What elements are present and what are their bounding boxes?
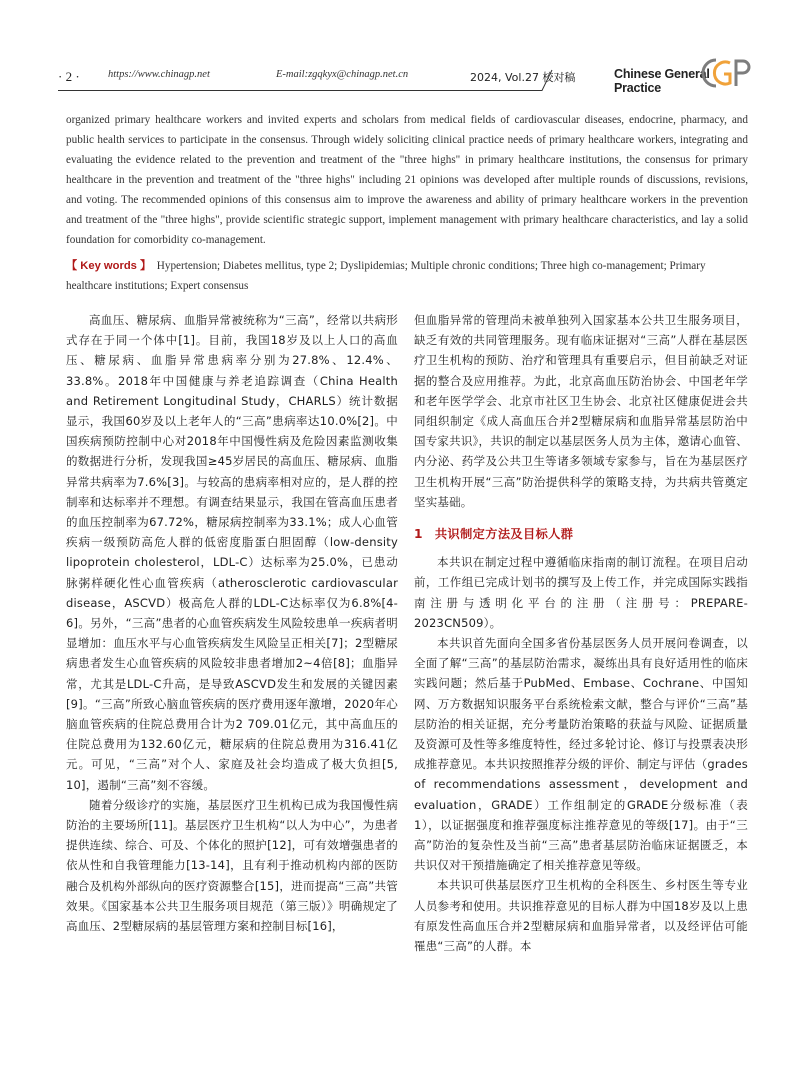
section-heading-1	[414, 524, 748, 544]
right-column	[414, 310, 748, 956]
keywords-label: 【 Key words 】	[66, 260, 152, 272]
keywords-text: Hypertension; Diabetes mellitus, type 2; Dyslipidemias; Multiple chronic conditions; Three high co-management; Primary healthcare institutions; Expert consensus	[66, 260, 706, 292]
issue-info: 2024, Vol.27 校对稿	[470, 71, 576, 84]
cgp-logo-icon	[698, 56, 754, 90]
intro-paragraph-2: 随着分级诊疗的实施，基层医疗卫生机构已成为我国慢性病防治的主要场所[11]。基层医疗卫生机构“以人为中心”，为患者提供连续、综合、可及、个体化的照护[12]，可有效增强患者的依从性和自我管理能力[13-14]，且有利于推动机构内部的医防融合及机构外部纵向的医疗资源整合[15]，进而提高“三高”共管效果。《国家基本公共卫生服务项目规范（第三版）》明确规定了高血压、2型糖尿病的基层管理方案和控制目标[16]，	[66, 797, 398, 934]
header-rule-left	[58, 90, 536, 91]
intro-paragraph-1: 高血压、糖尿病、血脂异常被统称为“三高”，经常以共病形式存在于同一个体中[1]。目前，我国18岁及以上人口的高血压、糖尿病、血脂异常患病率分别为27.8%、12.4%、33.8%。2018年中国健康与养老追踪调查（China Health and Retirement Longitudinal Study，CHARLS）统计数据显示，我国60岁及以上老年人的“三高”患病率达10.0%[2]。中国疾病预防控制中心对2018年中国慢性病及危险因素监测收集的数据进行分析，发现我国≥45岁居民的高血压、糖尿病、血脂异常共病率为7.6%[3]。与较高的患病率相对应的，是人群的控制率和达标率并不理想。有调查结果显示，我国在管高血压患者的血压控制率为67.72%，糖尿病控制率为33.1%；成人心血管疾病一级预防高危人群的低密度脂蛋白胆固醇（low-density lipoprotein cholesterol，LDL-C）达标率为25.0%，已患动脉粥样硬化性心血管疾病（atherosclerotic cardiovascular disease，ASCVD）极高危人群的LDL-C达标率仅为6.8%[4-6]。另外，“三高”患者的心血管疾病发生风险较患单一疾病者明显增加：血压水平与心血管疾病发生风险呈正相关[7]；2型糖尿病患者发生心血管疾病的风险较非患者增加2~4倍[8]；血脂异常，尤其是LDL-C升高，是导致ASCVD发生和发展的关键因素[9]。“三高”所致心脑血管疾病的医疗费用逐年激增，2020年心脑血管疾病的住院总费用合计为2 709.01亿元，其中高血压的住院总费用为132.60亿元，糖尿病的住院总费用为316.41亿元。可见，“三高”对个人、家庭及社会均造成了极大负担[5, 10]，遏制“三高”刻不容缓。	[66, 313, 398, 792]
left-column	[66, 310, 398, 936]
method-paragraph-3: 本共识可供基层医疗卫生机构的全科医生、乡村医生等专业人员参考和使用。共识推荐意见的目标人群为中国18岁及以上患有原发性高血压合并2型糖尿病和血脂异常者，以及经评估可能罹患“三高”的人群。本	[414, 878, 748, 954]
section-title: 共识制定方法及目标人群	[434, 527, 574, 542]
page-header	[58, 58, 748, 94]
journal-url-link[interactable]: https://www.chinagp.net	[108, 69, 210, 80]
header-rule-notch	[534, 68, 554, 92]
keywords-block	[66, 256, 748, 296]
method-paragraph-2: 本共识首先面向全国多省份基层医务人员开展问卷调查，以全面了解“三高”的基层防治需求，凝练出具有良好适用性的临床实践问题；然后基于PubMed、Embase、Cochrane、中国知网、万方数据知识服务平台系统检索文献，整合与评价“三高”基层防治的相关证据，充分考量防治策略的获益与风险、证据质量及资源可及性等多维度特性，经过多轮讨论、修订与投票表决形成推荐意见。本共识按照推荐分级的评价、制定与评估（grades of recommendations assessment，development and evaluation，GRADE）工作组制定的GRADE分级标准（表1），以证据强度和推荐强度标注推荐意见的等级[17]。由于“三高”防治的复杂性及当前“三高”患者基层防治临床证据匮乏，本共识仅对干预措施确定了相关推荐意见等级。	[414, 636, 748, 873]
intro-paragraph-3: 但血脂异常的管理尚未被单独列入国家基本公共卫生服务项目，缺乏有效的共同管理服务。现有临床证据对“三高”人群在基层医疗卫生机构的预防、治疗和管理具有重要启示，但目前缺乏对证据的整合及应用推荐。为此，北京高血压防治协会、中国老年学和老年医学学会、北京市社区卫生协会、北京社区健康促进会共同组织制定《成人高血压合并2型糖尿病和血脂异常基层防治中国专家共识》，共识的制定以基层医务人员为主体，邀请心血管、内分泌、药学及公共卫生等诸多领域专家参与，旨在为基层医疗卫生机构开展“三高”防治提供科学的策略支持，为共病共管奠定坚实基础。	[414, 313, 748, 509]
page-number: · 2 ·	[58, 69, 80, 84]
section-number: 1	[414, 527, 423, 542]
journal-name: Chinese General Practice	[614, 67, 710, 95]
method-paragraph-1: 本共识在制定过程中遵循临床指南的制订流程。在项目启动前，工作组已完成计划书的撰写及上传工作，并完成国际实践指南注册与透明化平台的注册（注册号：PREPARE-2023CN509）。	[414, 555, 748, 630]
journal-email-link[interactable]: E-mail:zgqkyx@chinagp.net.cn	[276, 69, 409, 80]
abstract-text: organized primary healthcare workers and invited experts and scholars from medical fields of cardiovascular diseases, endocrine, pharmacy, and public health services to participate in the consensus. Through widely soliciting clinical practice needs of primary healthcare workers, integrating and evaluating the evidence related to the prevention and treatment of the "three highs" in primary healthcare institutions, the consensus for primary healthcare in the prevention and treatment of the "three highs" including 21 opinions was developed after multiple rounds of discussions, revisions, and voting. The recommended opinions of this consensus aim to improve the awareness and ability of primary healthcare workers in the prevention and treatment of the "three highs", provide scientific strategic support, implement management with primary healthcare characteristics, and lay a solid foundation for comorbidity co-management.	[66, 114, 748, 246]
english-abstract	[66, 110, 748, 250]
